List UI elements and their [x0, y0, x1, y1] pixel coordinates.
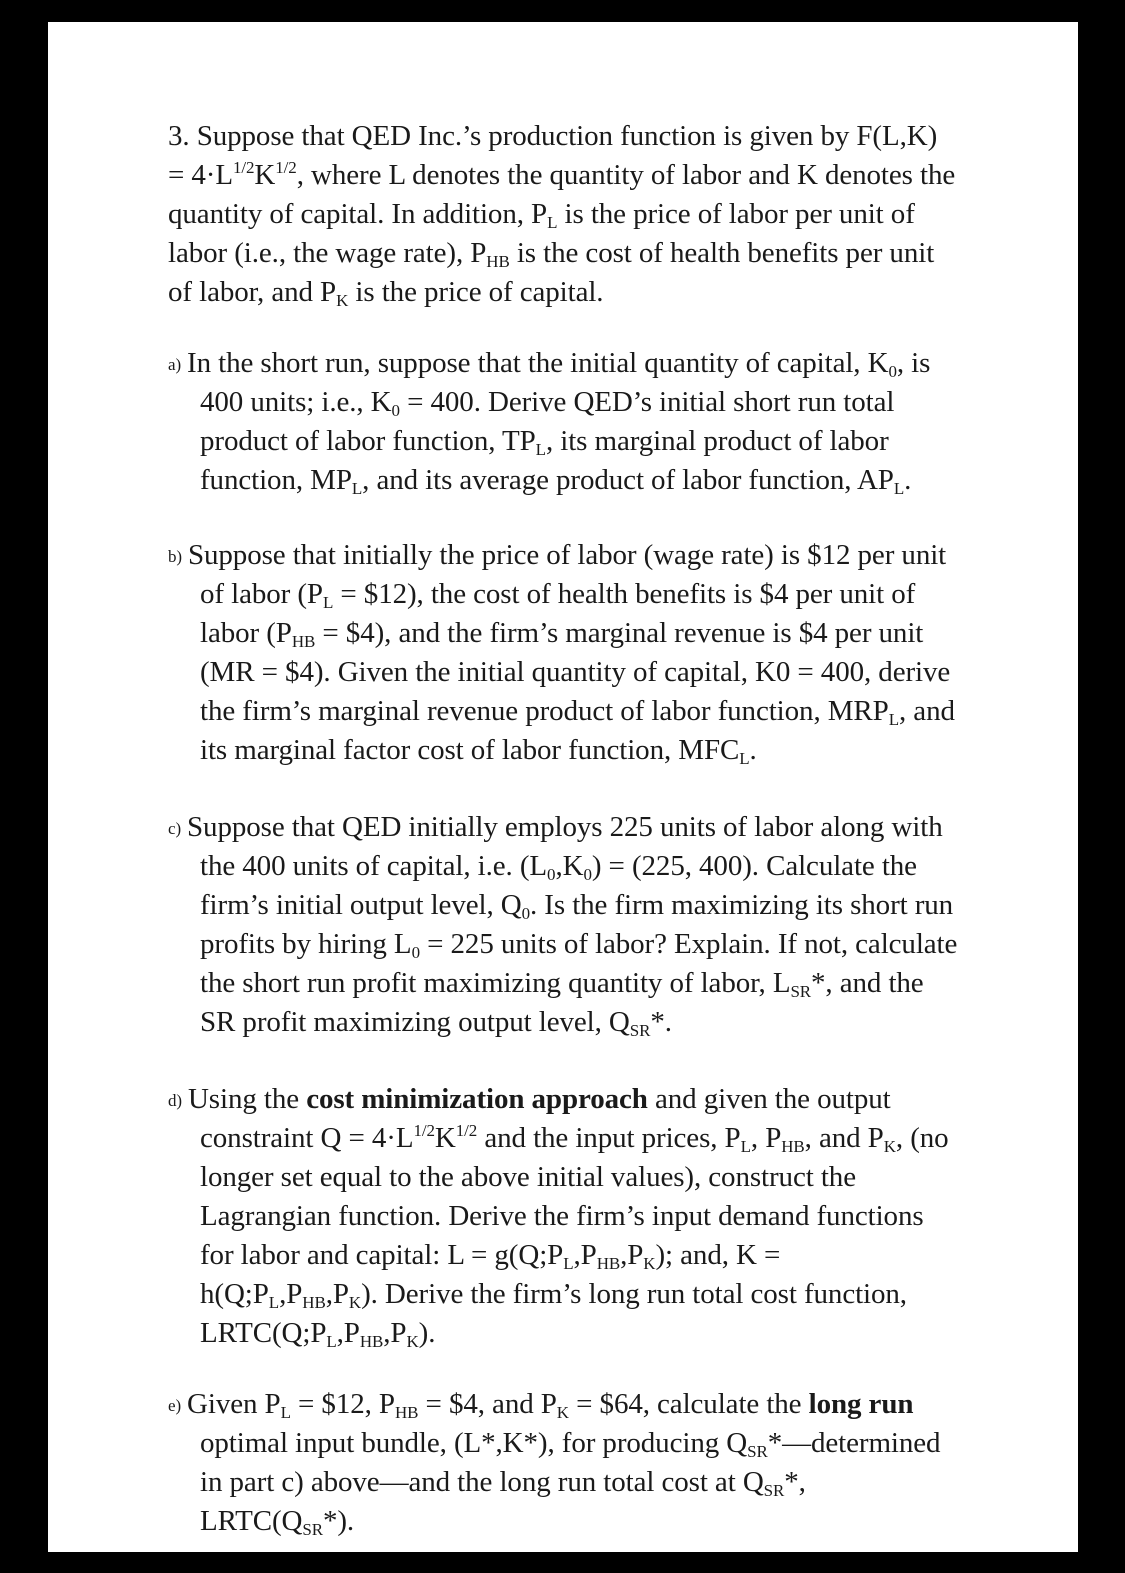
text-line: d) Using the cost minimization approach and given the output — [168, 1083, 891, 1115]
text-line: 400 units; i.e., $K_0 = 400$. Derive QED’s initial short run total — [200, 386, 895, 420]
part-b — [168, 536, 1008, 770]
text-line: in part c) above—and the long run total cost at $Q_{SR}*$, — [200, 1466, 806, 1500]
text-line: of labor, and $P_K$ is the price of capital. — [168, 276, 604, 310]
part-a — [168, 344, 1008, 500]
text-line: e) Given $P_L$ = $12, $P_{HB}$ = $4, and $P_K$ = $64, calculate the long run — [168, 1388, 914, 1422]
text-line: optimal input bundle, (L*,K*), for producing $Q_{SR}*—determined$ — [200, 1427, 941, 1461]
part-marker: e) — [168, 1396, 182, 1415]
text-line: $h(Q;P_L,P_{HB},P_K)$. Derive the firm’s long run total cost function, — [200, 1278, 907, 1312]
text-line: the 400 units of capital, i.e. $(L_0,K_0) = (225$, 400). Calculate the — [200, 850, 917, 884]
text-line: the firm’s marginal revenue product of labor function, $MRP_L$, and — [200, 695, 955, 729]
part-marker: c) — [168, 819, 182, 838]
part-marker: d) — [168, 1091, 182, 1110]
text-line: longer set equal to the above initial values), construct the — [200, 1161, 856, 1193]
part-c — [168, 808, 1008, 1042]
text-line: firm’s initial output level, $Q_0$. Is the firm maximizing its short run — [200, 889, 954, 923]
text-line: $LRTC(Q_{SR}*)$. — [200, 1505, 355, 1539]
text-line: for labor and capital: $L = g(Q;P_L,P_{HB},P_K)$; and, K = — [200, 1239, 781, 1273]
text-line: its marginal factor cost of labor function, $MFC_L$. — [200, 734, 757, 768]
text-line: $LRTC(Q;P_L,P_{HB},P_K)$. — [200, 1317, 436, 1351]
text-line — [168, 808, 1008, 847]
text-line: a) In the short run, suppose that the initial quantity of capital, $K_0$, is — [168, 347, 931, 381]
part-d — [168, 1080, 1008, 1353]
part-marker: b) — [168, 547, 182, 566]
text-line: of labor ($P_L$ = $12), the cost of health benefits is $4 per unit of — [200, 578, 916, 612]
text-line: profits by hiring $L_0 = 225$ units of labor? Explain. If not, calculate — [200, 928, 958, 962]
text-line: function, $MP_L$, and its average product of labor function, $AP_L$. — [200, 464, 912, 498]
text-span: Suppose that QED initially employs 225 units of labor along with — [187, 811, 943, 843]
part-marker: a) — [168, 355, 182, 374]
text-line: b) Suppose that initially the price of labor (wage rate) is $12 per unit — [168, 539, 947, 571]
text-line: labor ($P_{HB}$ = $4), and the firm’s marginal revenue is $4 per unit — [200, 617, 924, 651]
part-e — [168, 1385, 1008, 1541]
text-line: (MR = $4). Given the initial quantity of capital, K0 = 400, derive — [200, 656, 951, 688]
text-line: quantity of capital. In addition, $P_L$ is the price of labor per unit of — [168, 198, 915, 232]
text-line: Lagrangian function. Derive the firm’s input demand functions — [200, 1200, 924, 1232]
text-line: labor (i.e., the wage rate), $P_{HB}$ is the cost of health benefits per unit — [168, 237, 935, 271]
question-3-intro — [168, 117, 1008, 312]
text-line: = $4\cdot L^{1/2}K^{1/2}$, where L denotes the quantity of labor and K denotes the — [168, 158, 956, 191]
document-page — [48, 22, 1078, 1552]
text-line: SR profit maximizing output level, $Q_{SR}*$. — [200, 1006, 672, 1040]
text-line: the short run profit maximizing quantity of labor, $L_{SR}*$, and the — [200, 967, 924, 1001]
text-line: product of labor function, $TP_L$, its marginal product of labor — [200, 425, 889, 459]
text-line: 3. Suppose that QED Inc.’s production function is given by F(L,K) — [168, 120, 938, 152]
text-line: constraint $Q = 4\cdot L^{1/2}K^{1/2}$ and the input prices, $P_L$, $P_{HB}$, and $P_K$, (no — [200, 1121, 949, 1156]
